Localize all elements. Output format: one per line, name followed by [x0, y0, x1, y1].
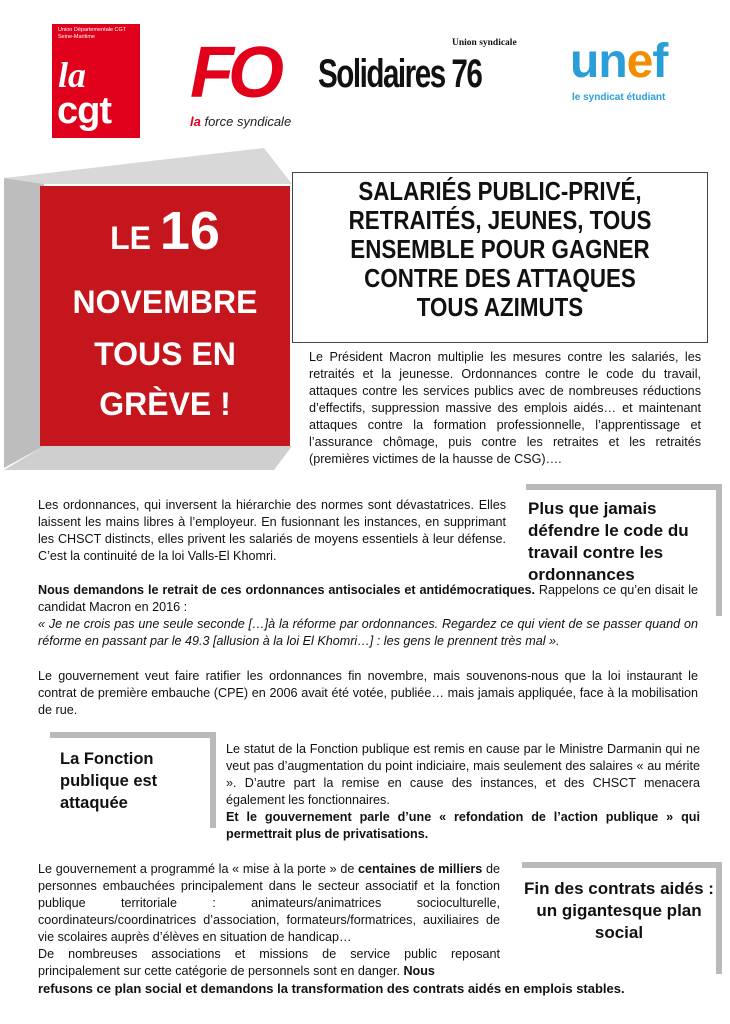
unef-logo-name: unef	[570, 35, 668, 88]
callout-text: La Fonction publique est attaquée	[60, 750, 158, 812]
cgt-logo	[52, 24, 140, 138]
cgt-logo-name: cgt	[57, 90, 111, 132]
cgt-logo-subtitle: Union Départementale CGT Seine-Maritime	[58, 27, 127, 40]
fo-logo	[188, 33, 292, 130]
cgt-logo-la: la	[58, 55, 87, 95]
contrats-lead-bold: centaines de milliers	[358, 862, 483, 876]
demand-bold: Nous demandons le retrait de ces ordonnances antisociales et antidémocratiques.	[38, 583, 535, 597]
contrats-text-2-bold: Nous	[403, 964, 435, 978]
fonction-publique-paragraph	[226, 741, 700, 843]
callout-text: Plus que jamais défendre le code du travail contre les ordonnances	[528, 499, 689, 584]
solidaires-logo	[318, 38, 550, 102]
headline-line: CONTRE DES ATTAQUES	[364, 263, 636, 293]
solidaires-logo-name: Solidaires 76	[318, 52, 482, 96]
banner-3d-bottom-face	[4, 446, 292, 470]
fonction-publique-callout	[50, 732, 216, 838]
strike-month: NOVEMBRE	[72, 284, 258, 320]
ordonnances-paragraph: Les ordonnances, qui inversent la hiérarchie des normes sont dévastatrices. Elles laissent les mains libres à l’employeur. En fusionnant les instances, en supprimant les CHSCT distincts, elles privent les salariés de moyens essentiels à leur défense. C’est la continuité de la loi Valls-El Khomri.	[38, 498, 506, 563]
strike-line-3: TOUS EN	[94, 336, 236, 372]
callout-text: Fin des contrats aidés : un gigantesque plan social	[524, 879, 714, 942]
callout-frame-right	[716, 862, 722, 974]
unef-logo	[570, 35, 720, 112]
headline-line: ENSEMBLE POUR GAGNER	[350, 234, 650, 264]
unef-logo-tagline: le syndicat étudiant	[572, 92, 666, 103]
banner-3d-side-face	[4, 178, 44, 468]
fonction-publique-bold: Et le gouvernement parle d’une « refondation de l’action publique » qui permettrait plus de privatisations.	[226, 810, 700, 841]
solidaires-logo-union: Union syndicale	[452, 38, 517, 48]
macron-quote: « Je ne crois pas une seule seconde […]à la réforme par ordonnances. Regardez ce qui vient de se passer quand on réforme en passant par le 49.3 [allusion à la loi El Khomri…] : les gens le prennent très mal ».	[38, 617, 698, 648]
cpe-paragraph: Le gouvernement veut faire ratifier les ordonnances fin novembre, mais souvenons-nous que la loi instaurant le contrat de première embauche (CPE) en 2006 avait été votée, publiée… mais jamais appliquée, face à la mobilisation de rue.	[38, 669, 698, 717]
contrats-aides-paragraph	[38, 861, 500, 980]
banner-3d-top-face	[4, 148, 292, 184]
callout-frame-right	[210, 732, 216, 828]
headline-line: SALARIÉS PUBLIC-PRIVÉ,	[358, 176, 642, 206]
fo-logo-tagline: la force syndicale	[190, 114, 292, 129]
final-demand: refusons ce plan social et demandons la transformation des contrats aidés en emplois stables.	[38, 981, 625, 996]
callout-frame-top	[526, 484, 722, 490]
intro-paragraph: Le Président Macron multiplie les mesures contre les salariés, les retraités et la jeunesse. Ordonnances contre le code du travail, attaques contre les services publics avec de nombreuses réductions d’effectifs, suppression massive des emplois aidés… et maintenant attaques contre la formation professionnelle, l’apprentissage et l’assurance chômage, puis contre les retraites et les retraités (premières victimes de la hausse de CSG)….	[309, 350, 701, 466]
fonction-publique-text: Le statut de la Fonction publique est remis en cause par le Ministre Darmanin qui ne veut pas d’augmentation du point indiciaire, mais seulement des salaires « au mérite ». D’autre part la remise en cause des instances, et des CHSCT menacera également les fonctionnaires.	[226, 742, 700, 807]
demand-rest: Rappelons ce qu’en disait le candidat Macron en 2016 :	[38, 583, 698, 614]
contrats-text: de personnes embauchées principalement dans le secteur associatif et la fonction publique territoriale : animateurs/animatrices socioculturelle, coordinateurs/coordinatrices d’association, formateurs/formatrices, auxiliaires de vie scolaires auprès d’élèves en situation de handicap…	[38, 862, 500, 944]
demand-paragraph	[38, 582, 698, 650]
contrats-aides-callout	[522, 862, 722, 982]
headline-box	[292, 172, 708, 343]
contrats-lead: Le gouvernement a programmé la « mise à la porte » de	[38, 862, 359, 876]
strike-banner	[40, 186, 290, 446]
strike-date: LE 16	[110, 201, 220, 261]
headline-line: RETRAITÉS, JEUNES, TOUS	[348, 205, 652, 235]
callout-frame-right	[716, 484, 722, 616]
fo-logo-name: FO	[190, 33, 278, 113]
contrats-text-2: De nombreuses associations et missions de service public reposant principalement sur cette catégorie de personnels sont en danger.	[38, 947, 500, 978]
callout-frame-top	[50, 732, 216, 738]
strike-line-4: GRÈVE !	[99, 386, 231, 422]
callout-frame-top	[522, 862, 722, 868]
headline-line: TOUS AZIMUTS	[416, 292, 584, 322]
